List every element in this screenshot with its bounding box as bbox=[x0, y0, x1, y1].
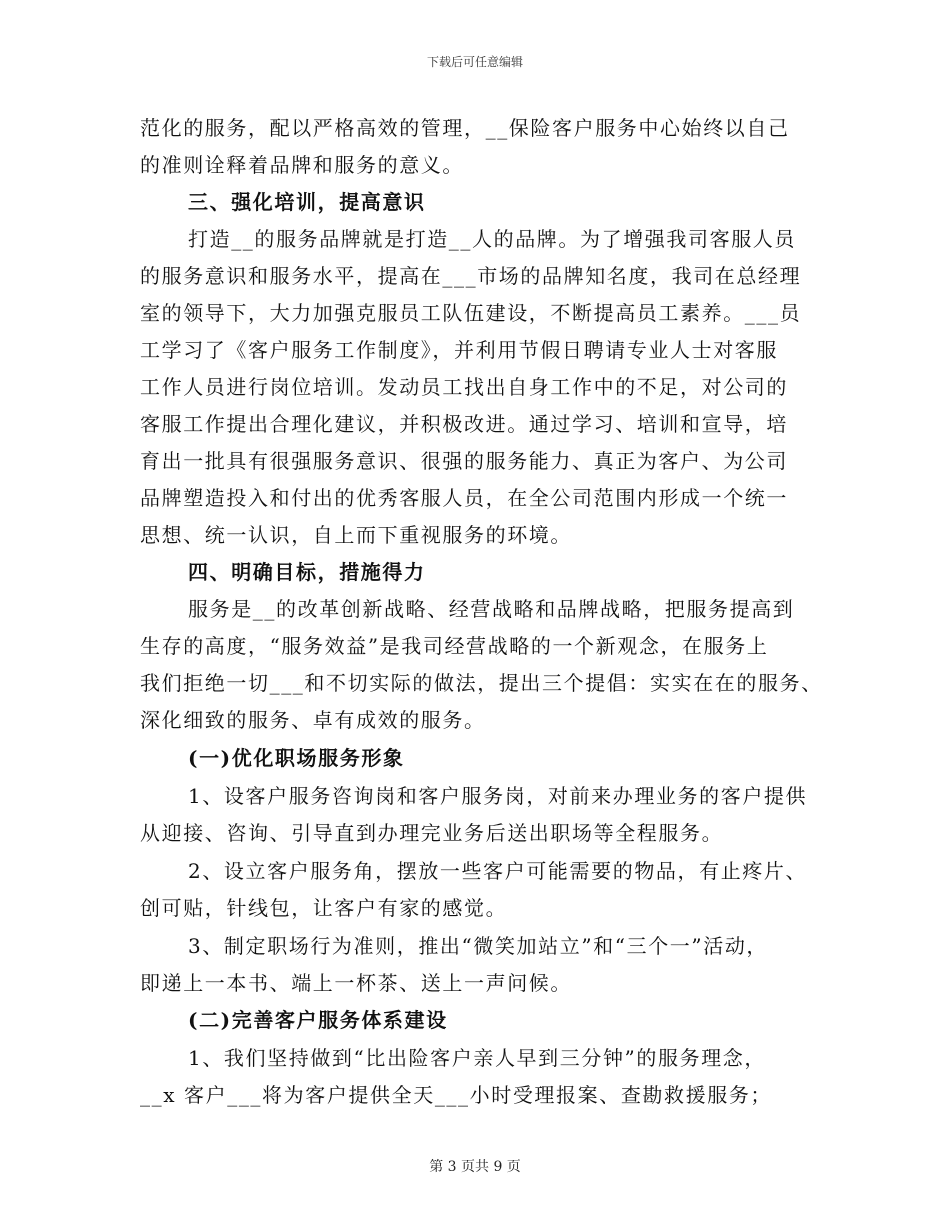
paragraph-line: 范化的服务，配以严格高效的管理，__保险客户服务中心始终以自己 bbox=[140, 116, 790, 140]
paragraph-line: 即递上一本书、端上一杯茶、送上一声问候。 bbox=[140, 971, 572, 995]
section-heading: 三、强化培训，提高意识 bbox=[188, 190, 426, 214]
page-footer: 第 3 页共 9 页 bbox=[429, 1159, 521, 1175]
paragraph-line: 的准则诠释着品牌和服务的意义。 bbox=[140, 153, 464, 177]
paragraph-line: 客服工作提出合理化建议，并积极改进。通过学习、培训和宣导，培 bbox=[140, 412, 788, 436]
paragraph-line: 工学习了《客户服务工作制度》，并利用节假日聘请专业人士对客服 bbox=[140, 338, 778, 362]
paragraph-line: __x 客户___将为客户提供全天___小时受理报案、查勘救援服务； bbox=[140, 1083, 773, 1107]
paragraph-line: 服务是__的改革创新战略、经营战略和品牌战略，把服务提高到 bbox=[188, 597, 795, 621]
paragraph-line: 育出一批具有很强服务意识、很强的服务能力、真正为客户、为公司 bbox=[140, 449, 788, 473]
paragraph-line: 生存的高度，“服务效益”是我司经营战略的一个新观念，在服务上 bbox=[140, 634, 769, 658]
paragraph-line: 品牌塑造投入和付出的优秀客服人员，在全公司范围内形成一个统一 bbox=[140, 486, 788, 510]
paragraph-line: 工作人员进行岗位培训。发动员工找出自身工作中的不足，对公司的 bbox=[140, 375, 788, 399]
paragraph-line: 创可贴，针线包，让客户有家的感觉。 bbox=[140, 896, 508, 920]
section-heading: (二)完善客户服务体系建设 bbox=[188, 1008, 448, 1032]
paragraph-line: 2、设立客户服务角，摆放一些客户可能需要的物品，有止疼片、 bbox=[188, 859, 808, 883]
paragraph-line: 思想、统一认识，自上而下重视服务的环境。 bbox=[140, 523, 572, 547]
paragraph-line: 1、我们坚持做到“比出险客户亲人早到三分钟”的服务理念， bbox=[188, 1046, 766, 1070]
paragraph-line: 深化细致的服务、卓有成效的服务。 bbox=[140, 708, 486, 732]
section-heading: 四、明确目标，措施得力 bbox=[188, 560, 426, 584]
paragraph-line: 1、设客户服务咨询岗和客户服务岗，对前来办理业务的客户提供 bbox=[188, 784, 808, 808]
paragraph-line: 打造__的服务品牌就是打造__人的品牌。为了增强我司客服人员 bbox=[188, 227, 796, 251]
section-heading: (一)优化职场服务形象 bbox=[188, 746, 405, 770]
page-header: 下载后可任意编辑 bbox=[426, 55, 523, 69]
paragraph-line: 我们拒绝一切___和不切实际的做法，提出三个提倡：实实在在的服务、 bbox=[140, 671, 823, 695]
paragraph-line: 3、制定职场行为准则，推出“微笑加站立”和“三个一”活动， bbox=[188, 934, 769, 958]
paragraph-line: 室的领导下，大力加强克服员工队伍建设，不断提高员工素养。___员 bbox=[140, 301, 802, 325]
paragraph-line: 的服务意识和服务水平，提高在___市场的品牌知名度，我司在总经理 bbox=[140, 264, 802, 288]
paragraph-line: 从迎接、咨询、引导直到办理完业务后送出职场等全程服务。 bbox=[140, 821, 724, 845]
